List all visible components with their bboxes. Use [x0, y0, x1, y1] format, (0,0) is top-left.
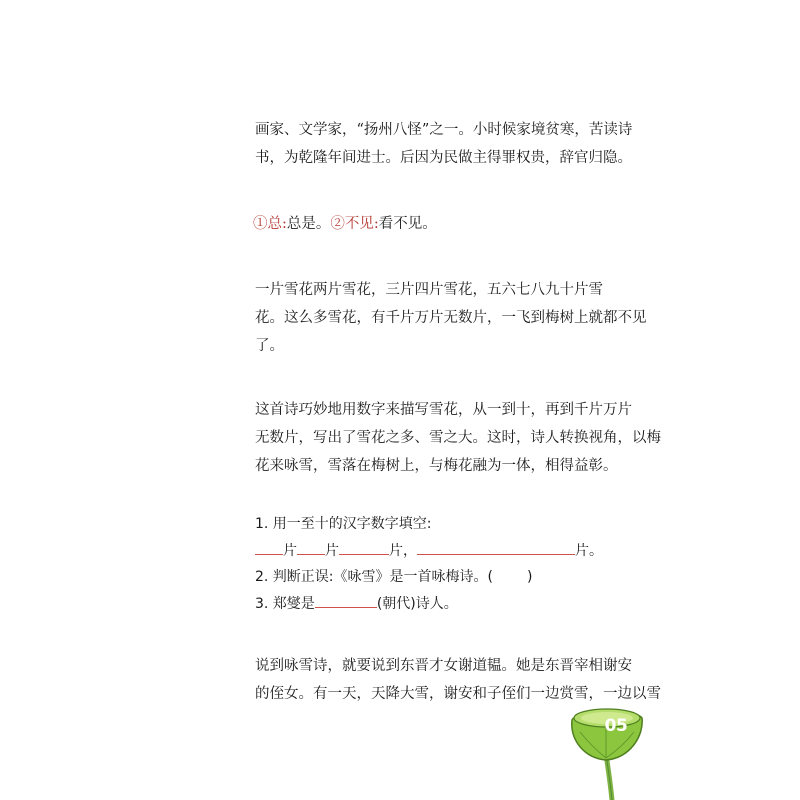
note-1-definition: 总是。 [286, 216, 331, 232]
fill-unit-1: 片 [283, 543, 297, 559]
fill-unit-3: 片， [389, 543, 417, 559]
page-number: 05 [604, 716, 628, 736]
story-line-2: 的侄女。有一天，天降大雪，谢安和子侄们一边赏雪，一边以雪 [255, 686, 661, 702]
poem-translation-paragraph [255, 276, 647, 360]
bio-line-2: 书，为乾隆年间进士。后因为民做主得罪权贵，辞官归隐。 [255, 150, 632, 166]
fill-blank-3[interactable] [339, 537, 389, 555]
exercise-1-fill-line [255, 537, 603, 564]
translation-line-2: 花。这么多雪花，有千片万片无数片，一飞到梅树上就都不见 [255, 310, 647, 326]
exercise-2-prompt: 2. 判断正误:《咏雪》是一首咏梅诗。( [255, 569, 493, 585]
note-2-term: ②不见: [330, 216, 379, 232]
vocabulary-notes [253, 210, 598, 238]
translation-line-3: 了。 [255, 338, 284, 354]
exercise-2-line [255, 564, 600, 590]
note-1-term: ①总: [253, 216, 287, 232]
exercise-2-close-paren: ) [527, 569, 533, 585]
exercise-1-prompt: 1. 用一至十的汉字数字填空: [255, 516, 432, 532]
analysis-line-3: 花来咏雪，雪落在梅树上，与梅花融为一体，相得益彰。 [255, 458, 618, 474]
note-2-definition: 看不见。 [378, 216, 437, 232]
fill-blank-2[interactable] [297, 537, 325, 555]
exercise-3-prompt: 3. 郑燮是 [255, 596, 315, 612]
analysis-line-1: 这首诗巧妙地用数字来描写雪花，从一到十，再到千片万片 [255, 402, 632, 418]
fill-blank-1[interactable] [255, 537, 283, 555]
story-line-1: 说到咏雪诗，就要说到东晋才女谢道韫。她是东晋宰相谢安 [255, 658, 632, 674]
translation-line-1: 一片雪花两片雪花，三片四片雪花，五六七八九十片雪 [255, 282, 603, 298]
story-paragraph [255, 652, 661, 708]
fill-unit-4: 片。 [575, 543, 603, 559]
poem-analysis-paragraph [255, 396, 661, 480]
exercises-section [255, 511, 603, 617]
bio-line-1: 画家、文学家，“扬州八怪”之一。小时候家境贫寒，苦读诗 [255, 122, 633, 138]
fill-blank-4[interactable] [417, 537, 575, 555]
author-bio-paragraph [255, 116, 633, 172]
analysis-line-2: 无数片，写出了雪花之多、雪之大。这时，诗人转换视角，以梅 [255, 430, 661, 446]
dynasty-blank[interactable] [315, 590, 377, 608]
exercise-3-suffix: (朝代)诗人。 [376, 596, 458, 612]
fill-unit-2: 片 [325, 543, 339, 559]
exercise-3-line [255, 590, 600, 617]
